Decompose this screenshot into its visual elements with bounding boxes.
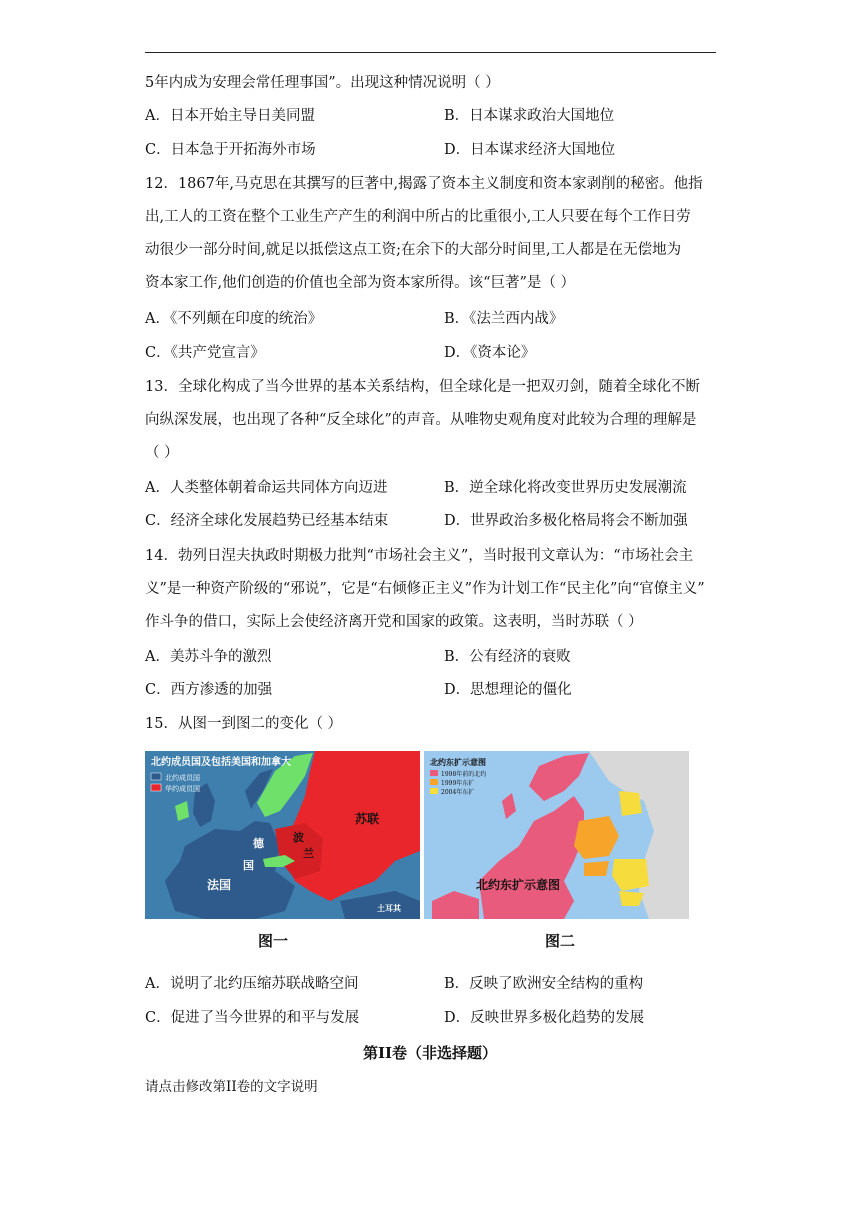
map2-legend-old: 1998年前的北约 — [441, 771, 487, 778]
map2-legend-1999-swatch — [430, 779, 438, 785]
q12-option-a[interactable]: A．《不列颠在印度的统治》 — [145, 311, 323, 327]
map1-legend-warsaw: 华约成员国 — [165, 785, 200, 793]
map1-title: 北约成员国及包括美国和加拿大 — [151, 757, 291, 768]
map-figure-1 — [145, 751, 420, 919]
map1-caption: 图一 — [258, 932, 289, 950]
map1-label-poland-2: 兰 — [303, 847, 314, 860]
map1-label-poland-1: 波 — [293, 831, 304, 844]
q12-option-c[interactable]: C．《共产党宣言》 — [145, 345, 265, 361]
map2-legend-2004-swatch — [430, 788, 438, 794]
map1-label-germany-1: 德 — [253, 837, 264, 850]
q11-stem: 5年内成为安理会常任理事国”。出现这种情况说明（ ） — [145, 75, 500, 91]
map1-label-france: 法国 — [207, 878, 232, 892]
map2-hungary-1999 — [584, 861, 609, 876]
q12-stem-line: 12．1867年,马克思在其撰写的巨著中,揭露了资本主义制度和资本家剥削的秘密。他指 — [145, 176, 703, 192]
map2-legend-1999: 1999年东扩 — [441, 780, 475, 787]
q13-option-d[interactable]: D．世界政治多极化格局将会不断加强 — [444, 513, 688, 529]
q14-option-a[interactable]: A．美苏斗争的激烈 — [145, 649, 272, 665]
q11-option-b[interactable]: B．日本谋求政治大国地位 — [444, 108, 615, 124]
q13-option-c[interactable]: C．经济全球化发展趋势已经基本结束 — [145, 513, 389, 529]
q13-stem-line: 13．全球化构成了当今世界的基本关系结构，但全球化是一把双刃剑，随着全球化不断 — [145, 379, 700, 395]
q11-option-d[interactable]: D．日本谋求经济大国地位 — [444, 142, 616, 158]
map1-legend-nato: 北约成员国 — [165, 774, 200, 782]
map2-title: 北约东扩示意图 — [430, 758, 486, 767]
q15-stem: 15．从图一到图二的变化（ ） — [145, 716, 343, 732]
map1-legend-nato-swatch — [151, 773, 161, 780]
q12-option-b[interactable]: B．《法兰西内战》 — [444, 311, 564, 327]
q13-stem-line: （ ） — [145, 445, 179, 461]
map1-label-germany-2: 国 — [243, 859, 254, 872]
q14-option-d[interactable]: D．思想理论的僵化 — [444, 682, 572, 698]
q12-option-d[interactable]: D．《资本论》 — [444, 345, 536, 361]
map-figure-2 — [424, 751, 689, 919]
map2-baltics-2004 — [619, 791, 642, 816]
q14-stem-line: 义”是一种资产阶级的“邪说”，它是“右倾修正主义”作为计划工作“民主化”向“官僚主义” — [145, 581, 705, 597]
q15-option-a[interactable]: A．说明了北约压缩苏联战略空间 — [145, 976, 359, 992]
q15-option-b[interactable]: B．反映了欧洲安全结构的重构 — [444, 976, 644, 992]
q12-stem-line: 出,工人的工资在整个工业生产产生的利润中所占的比重很小,工人只要在每个工作日劳 — [145, 209, 691, 225]
map2-stamp: 北约东扩示意图 — [476, 878, 561, 892]
header-rule — [145, 52, 716, 53]
map2-legend-2004: 2004年东扩 — [441, 789, 475, 796]
section-title: 第II卷（非选择题） — [362, 1044, 498, 1062]
map1-label-ussr: 苏联 — [355, 812, 380, 826]
q12-stem-line: 动很少一部分时间,就足以抵偿这点工资;在余下的大部分时间里,工人都是在无偿地为 — [145, 242, 682, 258]
q14-stem-line: 14．勃列日涅夫执政时期极力批判“市场社会主义”，当时报刊文章认为：“市场社会主 — [145, 548, 694, 564]
q13-option-a[interactable]: A．人类整体朝着命运共同体方向迈进 — [145, 480, 388, 496]
map2-caption: 图二 — [545, 932, 576, 950]
q15-option-c[interactable]: C．促进了当今世界的和平与发展 — [145, 1010, 360, 1026]
map1-legend-warsaw-swatch — [151, 784, 161, 791]
map1-label-turkey: 土耳其 — [377, 904, 401, 913]
map2-legend-old-swatch — [430, 770, 438, 776]
section-note[interactable]: 请点击修改第II卷的文字说明 — [145, 1079, 318, 1095]
q13-stem-line: 向纵深发展，也出现了各种“反全球化”的声音。从唯物史观角度对此较为合理的理解是 — [145, 412, 697, 428]
q15-option-d[interactable]: D．反映世界多极化趋势的发展 — [444, 1010, 645, 1026]
nato-warsaw-map — [145, 751, 420, 919]
q11-option-a[interactable]: A．日本开始主导日美同盟 — [145, 108, 315, 124]
q14-stem-line: 作斗争的借口，实际上会使经济离开党和国家的政策。这表明，当时苏联（ ） — [145, 614, 643, 630]
q12-stem-line: 资本家工作,他们创造的价值也全部为资本家所得。该“巨著”是（ ） — [145, 275, 576, 291]
q11-option-c[interactable]: C．日本急于开拓海外市场 — [145, 142, 316, 158]
q14-option-c[interactable]: C．西方渗透的加强 — [145, 682, 273, 698]
q14-option-b[interactable]: B．公有经济的衰败 — [444, 649, 571, 665]
nato-expansion-map — [424, 751, 689, 919]
q13-option-b[interactable]: B．逆全球化将改变世界历史发展潮流 — [444, 480, 687, 496]
